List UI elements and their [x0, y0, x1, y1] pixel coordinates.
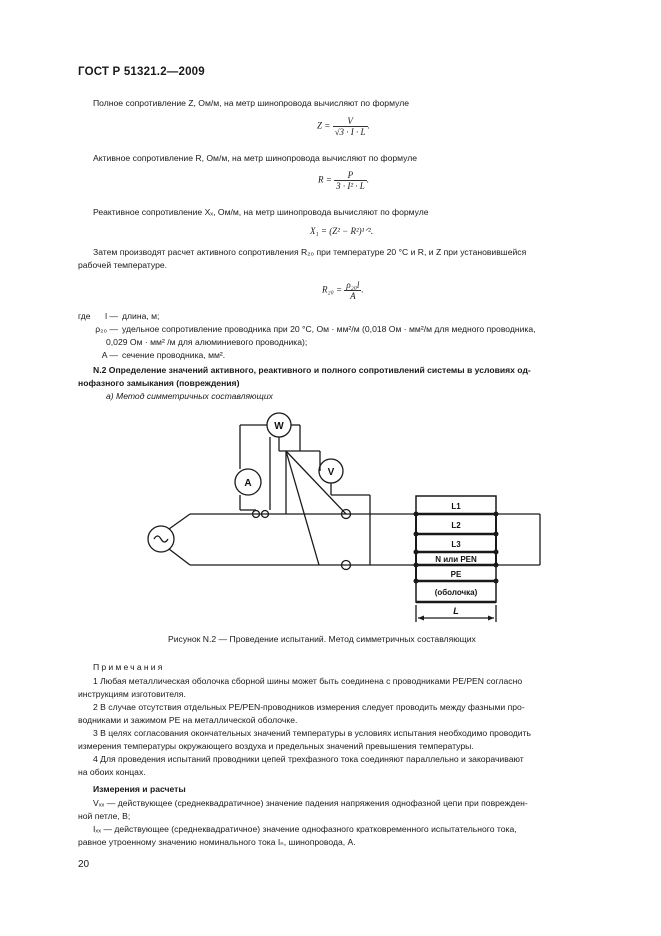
conductor-label-sheath: (оболочка): [434, 588, 478, 597]
where-text-rho-cont: 0,029 Ом · мм² /м для алюминиевого проводника);: [106, 337, 308, 347]
formula-end: .: [361, 284, 364, 295]
section-heading-line2: нофазного замыкания (повреждения): [78, 378, 240, 388]
figure-caption: Рисунок N.2 — Проведение испытаний. Метод симметричных составляющих: [168, 634, 476, 644]
test-circuit-diagram: [140, 405, 560, 625]
paragraph-resistance: Активное сопротивление R, Ом/м, на метр шинопровода вычисляют по формуле: [93, 153, 418, 163]
ammeter-label: A: [244, 478, 252, 489]
formula-denominator: 3 · I² · L: [336, 181, 365, 191]
formula-reactance: X₁ = (Z² − R²)¹ᐟ².: [310, 226, 374, 236]
busbar-conductors-box: [416, 496, 496, 602]
section-heading-line1: N.2 Определение значений активного, реактивного и полного сопротивлений системы в условиях од-: [93, 365, 531, 375]
where-symbol-l: l —: [105, 311, 118, 321]
definition-i-line1: Iₓₓ — действующее (среднеквадратичное) значение однофазного кратковременного испытательного тока,: [93, 824, 517, 834]
conductor-label-pe: PE: [450, 570, 462, 579]
conductor-label-n-pen: N или PEN: [435, 555, 477, 564]
conductor-label-l2: L2: [451, 521, 461, 530]
formula-denominator: √3 · I · L: [334, 127, 366, 137]
page-number: 20: [78, 859, 90, 870]
where-text-a: сечение проводника, мм².: [122, 350, 226, 360]
formula-numerator: P: [334, 170, 367, 181]
where-symbol-rho: ρ₂₀ —: [95, 324, 118, 334]
formula-r20: [322, 280, 364, 301]
where-symbol-a: A —: [101, 350, 118, 360]
wattmeter-label: W: [274, 421, 284, 432]
formula-lhs: Z =: [317, 120, 331, 131]
length-label: L: [453, 606, 459, 616]
conductor-label-l3: L3: [451, 540, 461, 549]
formula-lhs: R₂₀ =: [322, 284, 343, 295]
formula-impedance: [317, 116, 370, 137]
formula-numerator: ρ₂₀l: [346, 280, 360, 290]
where-label: где: [78, 311, 91, 321]
note-3-line2: измерения температуры окружающего воздуха и предельных значений превышения температуры.: [78, 741, 474, 751]
formula-resistance: [318, 170, 369, 191]
formula-numerator: V: [333, 116, 368, 127]
formula-denominator: A: [350, 291, 356, 301]
definition-v-line2: ной петле, В;: [78, 811, 131, 821]
paragraph-calc-line2: рабочей температуре.: [78, 260, 168, 270]
note-4-line2: на обоих концах.: [78, 767, 146, 777]
note-1-line2: инструкциям изготовителя.: [78, 689, 186, 699]
note-2-line2: водниками и зажимом PE на металлической оболочке.: [78, 715, 298, 725]
definition-v-line1: Vₓₓ — действующее (среднеквадратичное) значение падения напряжения однофазной цепи при поврежден-: [93, 798, 528, 808]
conductor-label-l1: L1: [451, 502, 461, 511]
paragraph-calc-line1: Затем производят расчет активного сопротивления R₂₀ при температуре 20 °С и R, и Z при установившейся: [93, 247, 527, 257]
note-1-line1: 1 Любая металлическая оболочка сборной шины может быть соединена с проводниками PE/PEN согласно: [93, 676, 523, 686]
notes-title: Примечания: [93, 662, 165, 672]
where-text-rho: удельное сопротивление проводника при 20 °С, Ом · мм²/м (0,018 Ом · мм²/м для медного проводника,: [122, 324, 536, 334]
formula-lhs: R =: [318, 174, 332, 185]
measurements-heading: Измерения и расчеты: [93, 784, 186, 794]
voltmeter-label: V: [327, 467, 335, 478]
note-2-line1: 2 В случае отсутствия отдельных PE/PEN-проводников измерения следует проводить между фазными про-: [93, 702, 525, 712]
formula-end: .: [366, 174, 370, 185]
paragraph-reactance: Реактивное сопротивление Xₓ, Ом/м, на метр шинопровода вычисляют по формуле: [93, 207, 429, 217]
subheading-method: а) Метод симметричных составляющих: [106, 391, 273, 401]
document-header: ГОСТ Р 51321.2—2009: [78, 66, 205, 78]
formula-end: .: [367, 120, 370, 131]
definition-i-line2: равное утроенному значению номинального тока Iₙ, шинопровода, А.: [78, 837, 356, 847]
where-text-l: длина, м;: [122, 311, 160, 321]
note-3-line1: 3 В целях согласования окончательных значений температуры в условиях испытания необходимо проводить: [93, 728, 532, 738]
note-4-line1: 4 Для проведения испытаний проводники цепей трехфазного тока соединяют параллельно и закорачивают: [93, 754, 524, 764]
paragraph-impedance: Полное сопротивление Z, Ом/м, на метр шинопровода вычисляют по формуле: [93, 98, 409, 108]
